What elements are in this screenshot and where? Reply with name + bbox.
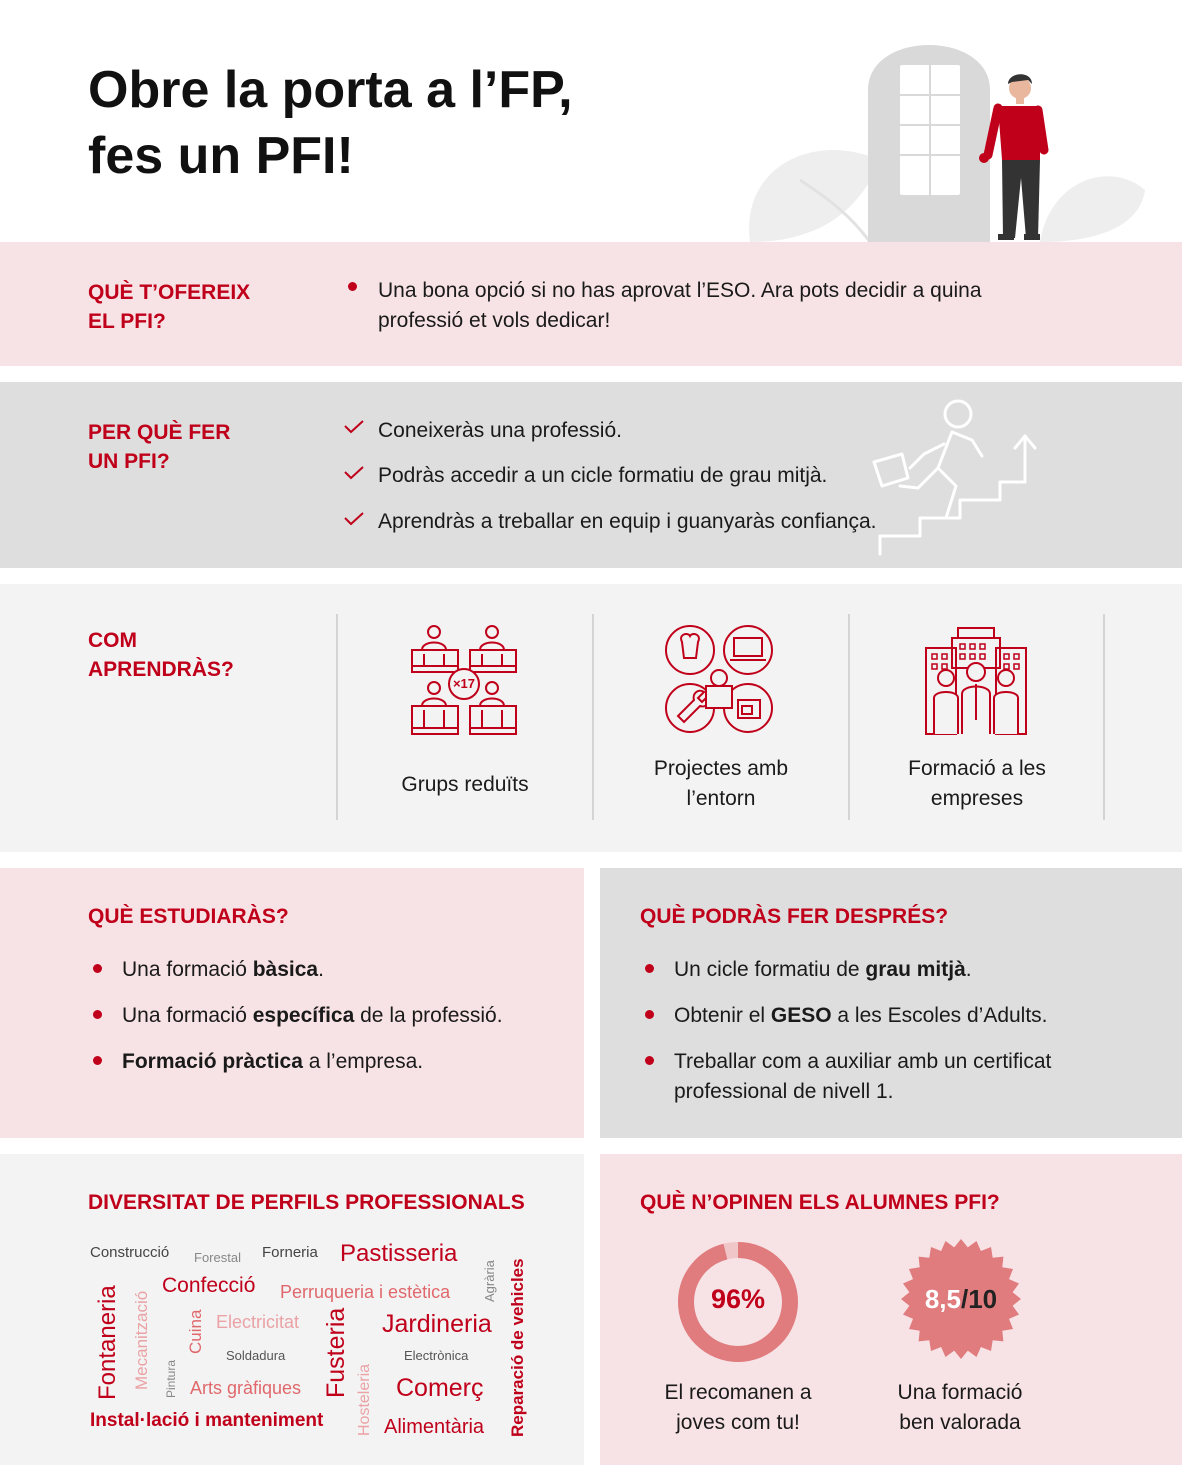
companies-icon (922, 624, 1030, 736)
word-fusteria: Fusteria (322, 1307, 350, 1398)
recommend-caption: El recomanen a joves com tu! (664, 1381, 812, 1434)
why-section (0, 382, 1182, 568)
study-item-3: Formació pràctica a l’empresa. (122, 1050, 424, 1073)
page-title (88, 57, 728, 189)
why-item-3: Aprendràs a treballar en equip i guanyaràs confiança. (378, 510, 877, 533)
after-item-2: Obtenir el GESO a les Escoles d’Adults. (674, 1004, 1048, 1027)
after-item-3: Treballar com a auxiliar amb un certificat professional de nivell 1. (674, 1050, 1052, 1103)
offer-label: QUÈ T’OFEREIX EL PFI? (88, 281, 251, 333)
bullet-dot-icon (93, 1056, 102, 1065)
stairs-walker-icon (860, 396, 1040, 556)
word-reparacio: Reparació de vehicles (508, 1258, 527, 1437)
leaf-right-icon (1040, 176, 1145, 242)
page-title-line1: Obre la porta a l’FP, (88, 61, 573, 119)
word-alimentaria: Alimentària (384, 1416, 485, 1438)
word-cuina: Cuina (186, 1309, 205, 1354)
word-forneria: Forneria (262, 1244, 318, 1261)
opinion-section (600, 1154, 1182, 1465)
check-icon (344, 420, 364, 434)
word-comerc: Comerç (396, 1374, 484, 1402)
word-electronica: Electrònica (404, 1348, 469, 1363)
study-section (0, 868, 584, 1138)
rating-score: 8,5 (924, 1284, 961, 1314)
word-pastisseria: Pastisseria (340, 1240, 458, 1267)
word-confeccio: Confecció (162, 1274, 256, 1297)
after-item-1: Un cicle formatiu de grau mitjà. (674, 958, 972, 981)
how-section (0, 584, 1182, 852)
word-arts: Arts gràfiques (190, 1378, 302, 1398)
word-fontaneria: Fontaneria (94, 1285, 121, 1400)
rating-caption: Una formació ben valorada (897, 1381, 1023, 1434)
word-agraria: Agrària (482, 1260, 497, 1302)
study-item-2: Una formació específica de la professió. (122, 1004, 503, 1027)
offer-text: Una bona opció si no has aprovat l’ESO. Ara pots decidir a quina professió et vols dedicar! (378, 279, 982, 332)
check-icon (344, 512, 364, 526)
word-electricitat: Electricitat (216, 1312, 300, 1332)
projects-icon (662, 624, 778, 736)
page-title-line2: fes un PFI! (88, 127, 354, 185)
bullet-dot-icon (645, 964, 654, 973)
word-perruqueria: Perruqueria i estètica (280, 1282, 451, 1302)
card-companies-label: Formació a les empreses (908, 757, 1046, 810)
why-label: PER QUÈ FER UN PFI? (88, 421, 231, 473)
word-jardineria: Jardineria (382, 1310, 492, 1338)
recommend-value: 96% (710, 1284, 766, 1314)
study-item-1: Una formació bàsica. (122, 958, 324, 981)
word-mecanitzacio: Mecanització (132, 1290, 151, 1390)
check-icon (344, 466, 364, 480)
offer-section (0, 242, 1182, 366)
word-forestal: Forestal (194, 1250, 241, 1265)
profiles-title: DIVERSITAT DE PERFILS PROFESSIONALS (88, 1191, 525, 1214)
study-title: QUÈ ESTUDIARÀS? (88, 905, 289, 928)
why-item-1: Coneixeràs una professió. (378, 419, 622, 442)
bullet-dot-icon (645, 1010, 654, 1019)
bullet-dot-icon (645, 1056, 654, 1065)
bullet-dot-icon (93, 964, 102, 973)
word-pintura: Pintura (164, 1359, 178, 1398)
after-title: QUÈ PODRÀS FER DESPRÉS? (640, 905, 949, 928)
how-label: COM APRENDRÀS? (88, 629, 234, 681)
bullet-dot-icon (93, 1010, 102, 1019)
word-construccio: Construcció (90, 1244, 170, 1261)
profiles-section (0, 1154, 584, 1465)
word-installacio: Instal·lació i manteniment (90, 1410, 324, 1431)
door-illustration (740, 10, 1160, 242)
bullet-dot-icon (348, 282, 357, 291)
card-groups-label: Grups reduïts (401, 773, 529, 796)
word-soldadura: Soldadura (226, 1348, 286, 1363)
after-section (600, 868, 1182, 1138)
rating-max: /10 (961, 1284, 998, 1314)
word-hosteleria: Hosteleria (356, 1363, 373, 1436)
opinion-title: QUÈ N’OPINEN ELS ALUMNES PFI? (640, 1191, 1000, 1214)
groups-badge: ×17 (452, 676, 476, 691)
rating-value (900, 1284, 1022, 1315)
card-projects-label: Projectes amb l’entorn (653, 757, 789, 810)
why-item-2: Podràs accedir a un cicle formatiu de grau mitjà. (378, 464, 828, 487)
